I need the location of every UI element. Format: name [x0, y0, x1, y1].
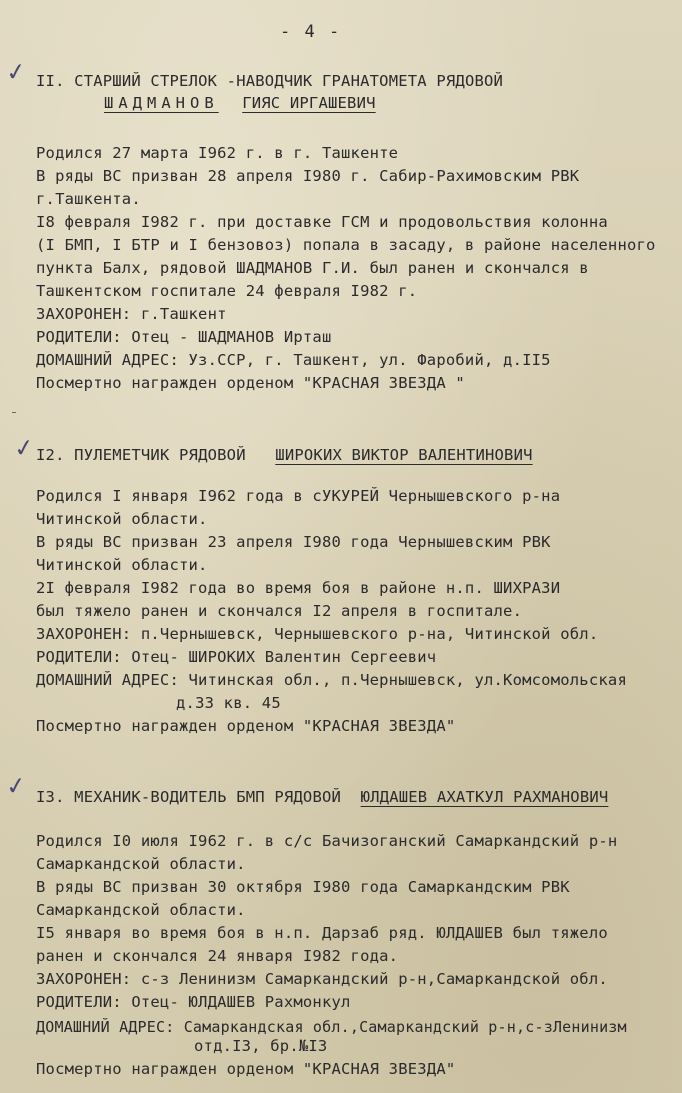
- entry-12-line: РОДИТЕЛИ: Отец- ШИРОКИХ Валентин Сергеевич: [36, 648, 437, 666]
- entry-11-line: пункта Балх, рядовой ШАДМАНОВ Г.И. был ранен и скончался в: [36, 259, 589, 277]
- entry-number: I2.: [36, 446, 65, 464]
- check-mark-icon: ✓: [4, 770, 28, 802]
- entry-11-line: I8 февраля I982 г. при доставке ГСМ и продовольствия колонна: [36, 213, 608, 231]
- entry-13-line: Родился I0 июля I962 г. в с/с Бачизоганский Самаркандский р-н: [36, 832, 618, 850]
- entry-13-line: Посмертно награжден орденом "КРАСНАЯ ЗВЕЗДА": [36, 1060, 456, 1078]
- entry-13-line: ранен и скончался 24 января I982 года.: [36, 947, 399, 965]
- entry-13-line: Самаркандской области.: [36, 855, 246, 873]
- check-mark-icon: ✓: [12, 432, 36, 464]
- entry-12-line: д.33 кв. 45: [176, 694, 281, 712]
- entry-number: II.: [36, 72, 65, 90]
- entry-13-line: ЗАХОРОНЕН: с-з Ленинизм Самаркандский р-н,Самаркандской обл.: [36, 970, 608, 988]
- check-mark-icon: ✓: [4, 56, 28, 88]
- entry-12-line: ЗАХОРОНЕН: п.Чернышевск, Чернышевского р-на, Читинской обл.: [36, 625, 599, 643]
- entry-13-line: I5 января во время боя в н.п. Дарзаб ряд. ЮЛДАШЕВ был тяжело: [36, 924, 608, 942]
- entry-position: ПУЛЕМЕТЧИК РЯДОВОЙ: [74, 446, 246, 464]
- entry-11-line: (I БМП, I БТР и I бензовоз) попала в засаду, в районе населенного: [36, 236, 656, 254]
- entry-12-line: Посмертно награжден орденом "КРАСНАЯ ЗВЕЗДА": [36, 717, 456, 735]
- entry-12-heading: [36, 446, 533, 464]
- page-number: - 4 -: [280, 22, 342, 42]
- entry-11-line: Посмертно награжден орденом "КРАСНАЯ ЗВЕЗДА ": [36, 374, 465, 392]
- entry-11-line: Ташкентском госпитале 24 февраля I982 г.: [36, 282, 418, 300]
- entry-13-line: отд.I3, бр.№I3: [194, 1037, 328, 1055]
- entry-12-line: Читинской области.: [36, 510, 208, 528]
- entry-12-line: 2I февраля I982 года во время боя в районе н.п. ШИХРАЗИ: [36, 579, 561, 597]
- entry-12-line: Читинской области.: [36, 556, 208, 574]
- entry-13-line: ДОМАШНИЙ АДРЕС: Самаркандская обл.,Самаркандский р-н,с-зЛенинизм: [36, 1018, 627, 1036]
- entry-number: I3.: [36, 788, 65, 806]
- entry-11-line: Родился 27 марта I962 г. в г. Ташкенте: [36, 144, 399, 162]
- entry-position: МЕХАНИК-ВОДИТЕЛЬ БМП РЯДОВОЙ: [74, 788, 342, 806]
- entry-11-heading: [36, 72, 503, 90]
- entry-name: ШИРОКИХ ВИКТОР ВАЛЕНТИНОВИЧ: [275, 446, 533, 464]
- entry-12-line: ДОМАШНИЙ АДРЕС: Читинская обл., п.Чернышевск, ул.Комсомольская: [36, 671, 627, 689]
- margin-mark: [12, 412, 16, 413]
- entry-position: СТАРШИЙ СТРЕЛОК -НАВОДЧИК ГРАНАТОМЕТА РЯДОВОЙ: [74, 72, 504, 90]
- entry-surname: ШАДМАНОВ: [104, 94, 219, 112]
- entry-given-name: ГИЯС ИРГАШЕВИЧ: [242, 94, 376, 112]
- entry-11-line: г.Ташкента.: [36, 190, 141, 208]
- entry-13-line: Самаркандской области.: [36, 901, 246, 919]
- entry-12-line: Родился I января I962 года в сУКУРЕЙ Чернышевского р-на: [36, 487, 561, 505]
- entry-11-line: ЗАХОРОНЕН: г.Ташкент: [36, 305, 227, 323]
- entry-13-line: РОДИТЕЛИ: Отец- ЮЛДАШЕВ Рахмонкул: [36, 993, 351, 1011]
- entry-13-line: В ряды ВС призван 30 октября I980 года Самаркандским РВК: [36, 878, 570, 896]
- entry-11-line: В ряды ВС призван 28 апреля I980 г. Сабир-Рахимовским РВК: [36, 167, 580, 185]
- entry-11-name: [104, 94, 376, 112]
- entry-11-line: ДОМАШНИЙ АДРЕС: Уз.ССР, г. Ташкент, ул. Фаробий, д.II5: [36, 351, 551, 369]
- entry-11-line: РОДИТЕЛИ: Отец - ШАДМАНОВ Ирташ: [36, 328, 332, 346]
- entry-name: ЮЛДАШЕВ АХАТКУЛ РАХМАНОВИЧ: [360, 788, 609, 806]
- entry-13-heading: [36, 788, 608, 806]
- entry-12-line: В ряды ВС призван 23 апреля I980 года Чернышевским РВК: [36, 533, 551, 551]
- entry-12-line: был тяжело ранен и скончался I2 апреля в госпитале.: [36, 602, 523, 620]
